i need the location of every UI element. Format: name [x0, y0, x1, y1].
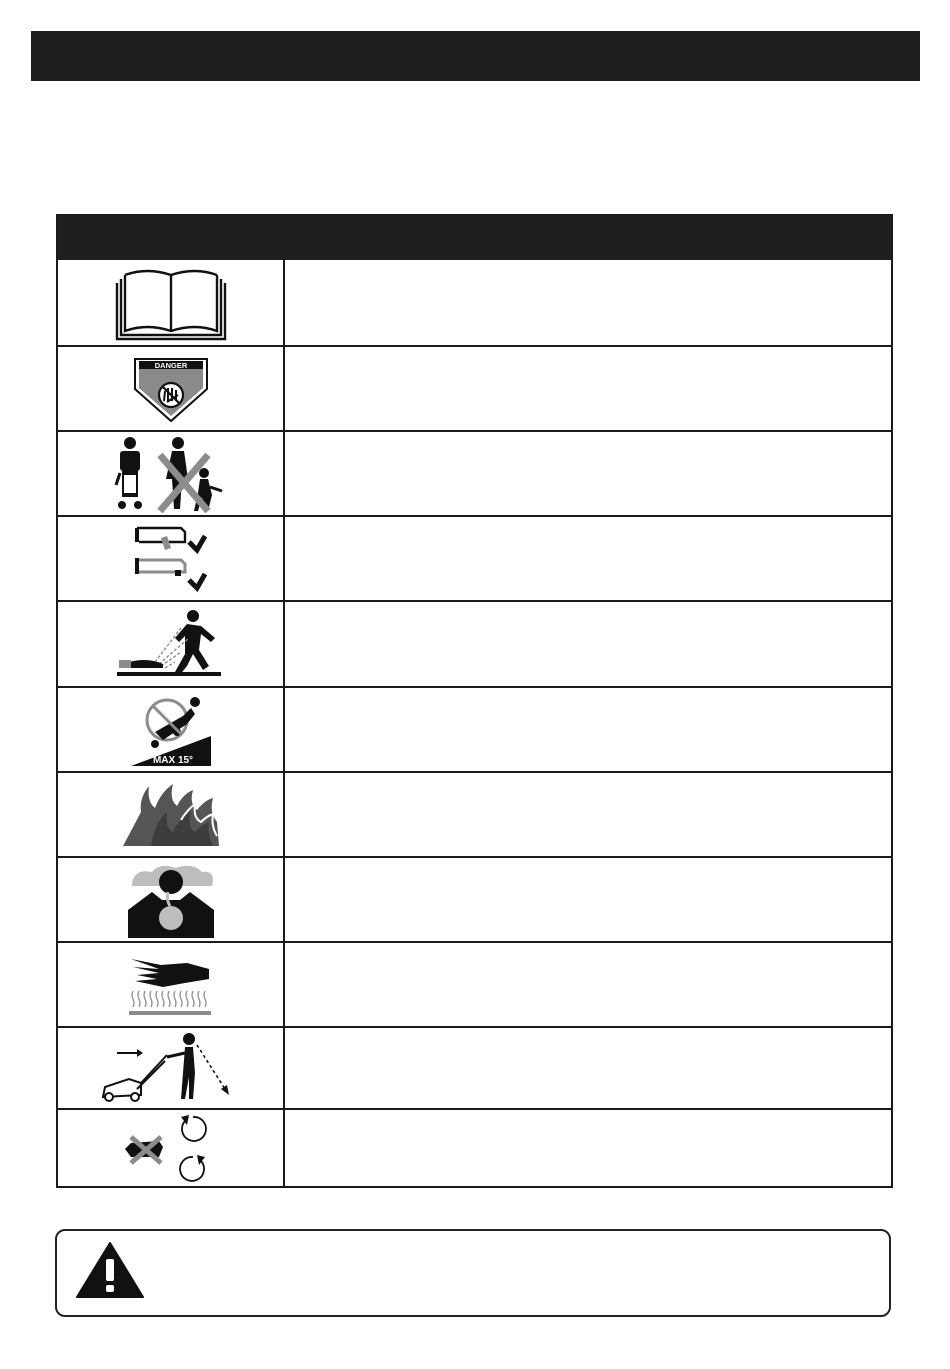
safety-symbols-table	[56, 214, 893, 1188]
thrown-objects-icon	[115, 608, 227, 680]
description-cell	[285, 688, 891, 771]
description-cell	[285, 602, 891, 686]
description-cell	[285, 260, 891, 345]
table-row	[58, 430, 891, 515]
description-cell	[285, 858, 891, 941]
danger-label: DANGER	[154, 360, 187, 370]
table-row	[58, 515, 891, 600]
icon-cell	[58, 1028, 285, 1108]
warning-triangle-icon	[75, 1241, 145, 1299]
table-row	[58, 600, 891, 686]
toxic-fumes-icon	[126, 862, 216, 938]
table-row	[58, 345, 891, 430]
table-row	[58, 686, 891, 771]
section-header-bar	[31, 31, 920, 81]
description-cell	[285, 1028, 891, 1108]
hot-surface-hand-icon	[127, 953, 215, 1017]
slope-no-ride-icon	[129, 692, 213, 768]
table-row	[58, 1026, 891, 1108]
icon-cell	[58, 943, 285, 1026]
icon-cell	[58, 688, 285, 771]
table-row	[58, 260, 891, 345]
description-cell	[285, 943, 891, 1026]
description-cell	[285, 773, 891, 856]
keep-bystanders-away-icon	[112, 435, 230, 513]
table-header	[58, 216, 891, 260]
danger-blade-hand-icon	[131, 355, 211, 423]
description-cell	[285, 347, 891, 430]
table-row	[58, 1108, 891, 1188]
icon-cell	[58, 602, 285, 686]
pull-mower-backward-icon	[101, 1033, 241, 1103]
warning-box	[55, 1229, 891, 1317]
icon-cell	[58, 1110, 285, 1188]
description-cell	[285, 517, 891, 600]
icon-cell	[58, 260, 285, 345]
fire-flame-icon	[121, 782, 221, 848]
rotating-blade-no-hands-icon	[121, 1111, 221, 1187]
description-cell	[285, 432, 891, 515]
table-row	[58, 856, 891, 941]
table-row	[58, 941, 891, 1026]
icon-cell	[58, 432, 285, 515]
table-row	[58, 771, 891, 856]
icon-cell	[58, 773, 285, 856]
grass-bag-hand-icon	[131, 522, 211, 596]
icon-cell	[58, 517, 285, 600]
slope-max-label: MAX 15°	[152, 754, 193, 766]
manual-book-icon	[111, 265, 231, 341]
description-cell	[285, 1110, 891, 1188]
icon-cell	[58, 347, 285, 430]
icon-cell	[58, 858, 285, 941]
